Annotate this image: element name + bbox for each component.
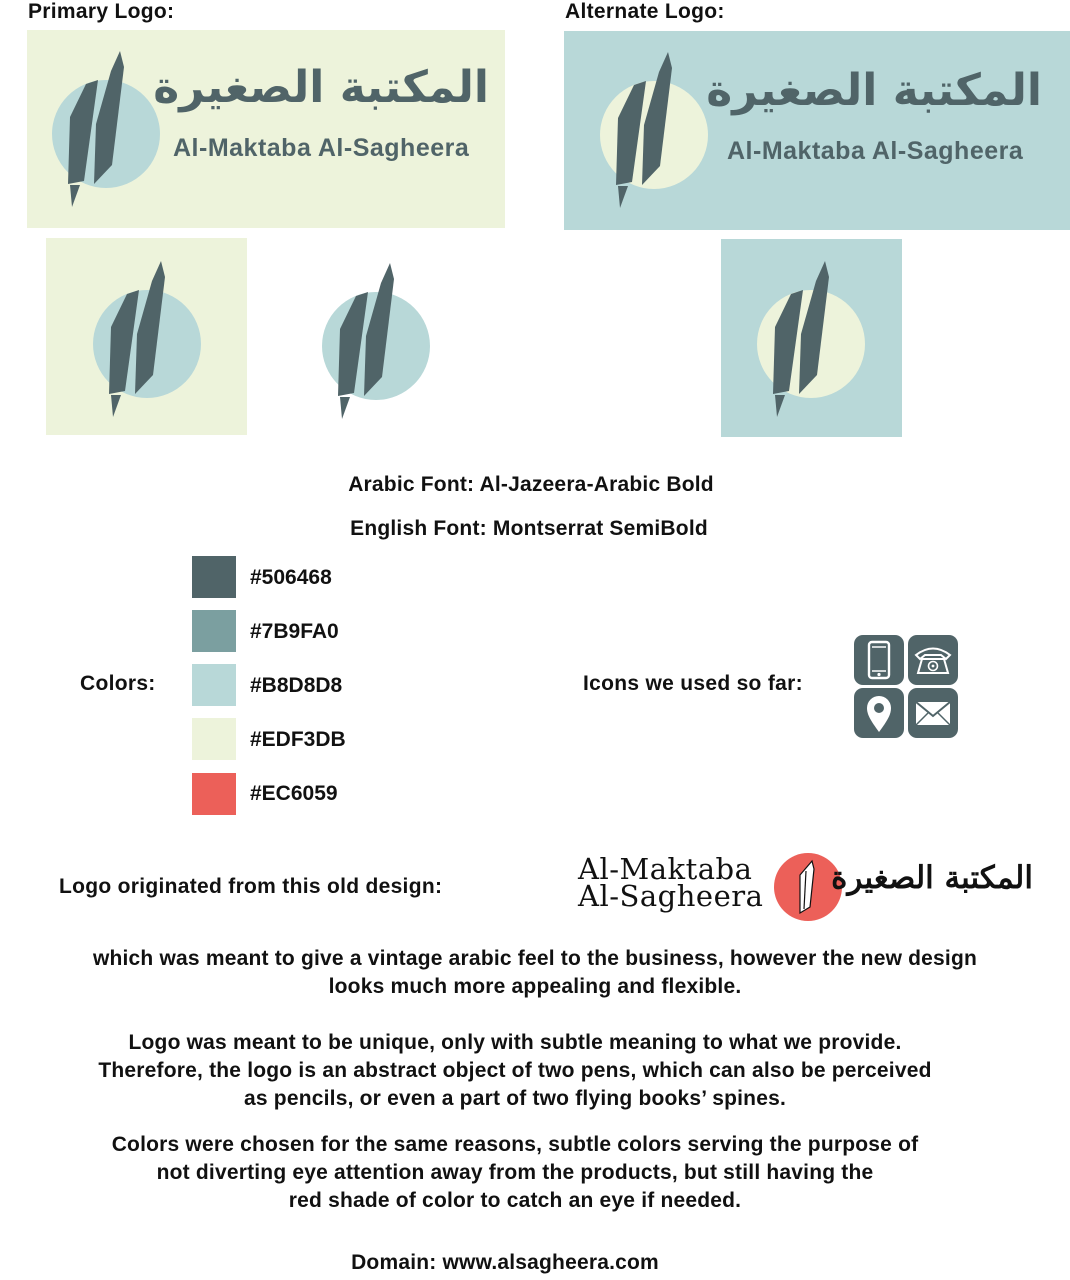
color-swatch-label: #EC6059 — [250, 782, 338, 805]
arabic-wordmark: المكتبة الصغيرة — [706, 65, 1042, 116]
english-font-note: English Font: Montserrat SemiBold — [350, 517, 708, 540]
color-swatch-label: #7B9FA0 — [250, 620, 339, 643]
alternate-logo-panel — [564, 31, 1070, 230]
color-swatch — [192, 664, 236, 706]
vintage-paragraph — [0, 945, 1070, 1001]
old-design-arabic-wordmark: المكتبة الصغيرة — [831, 860, 1033, 896]
paragraph-line: Therefore, the logo is an abstract object of two pens, which can also be perceived — [98, 1059, 932, 1082]
logo-mark-icon — [589, 45, 719, 215]
paragraph-line: Colors were chosen for the same reasons, subtle colors serving the purpose of — [111, 1133, 919, 1156]
primary-logo-heading: Primary Logo: — [28, 0, 175, 23]
logo-mark-icon — [311, 256, 441, 426]
paragraph-line: not diverting eye attention away from the products, but still having the — [156, 1161, 874, 1184]
old-design-label: Logo originated from this old design: — [59, 875, 443, 898]
logo-meaning-paragraph — [0, 1029, 1050, 1113]
arabic-wordmark: المكتبة الصغيرة — [153, 62, 489, 113]
icon-variant-blue-square — [721, 239, 902, 437]
domain-text: Domain: www.alsagheera.com — [351, 1251, 659, 1274]
old-design-english-line: Al-Maktaba — [578, 852, 753, 886]
icon-variant-cream-square — [46, 238, 247, 435]
english-wordmark: Al-Maktaba Al-Sagheera — [727, 137, 1024, 165]
arabic-font-note: Arabic Font: Al-Jazeera-Arabic Bold — [348, 473, 714, 496]
logo-mark-icon — [41, 44, 171, 214]
color-swatch — [192, 610, 236, 652]
envelope-icon — [908, 688, 958, 738]
paragraph-line: which was meant to give a vintage arabic feel to the business, however the new design — [92, 947, 978, 970]
icons-label: Icons we used so far: — [583, 672, 803, 695]
primary-logo-panel — [27, 30, 505, 228]
color-swatch — [192, 718, 236, 760]
color-swatch-label: #B8D8D8 — [250, 674, 343, 697]
color-swatch-label: #506468 — [250, 566, 332, 589]
telephone-icon — [908, 635, 958, 685]
paragraph-line: as pencils, or even a part of two flying books’ spines. — [244, 1087, 786, 1110]
old-design-english-line: Al-Sagheera — [578, 879, 764, 913]
logo-mark-icon — [746, 254, 876, 424]
color-swatch — [192, 556, 236, 598]
paragraph-line: red shade of color to catch an eye if needed. — [288, 1189, 742, 1212]
alternate-logo-heading: Alternate Logo: — [565, 0, 725, 23]
colors-label: Colors: — [80, 672, 156, 695]
color-swatch — [192, 773, 236, 815]
mobile-phone-icon — [854, 635, 904, 685]
paragraph-line: looks much more appealing and flexible. — [328, 975, 742, 998]
old-design-english-wordmark — [578, 852, 764, 913]
location-pin-icon — [854, 688, 904, 738]
colors-rationale-paragraph — [0, 1131, 1050, 1215]
logo-mark-icon — [82, 254, 212, 424]
paragraph-line: Logo was meant to be unique, only with subtle meaning to what we provide. — [128, 1031, 902, 1054]
color-swatch-label: #EDF3DB — [250, 728, 346, 751]
english-wordmark: Al-Maktaba Al-Sagheera — [173, 134, 470, 162]
